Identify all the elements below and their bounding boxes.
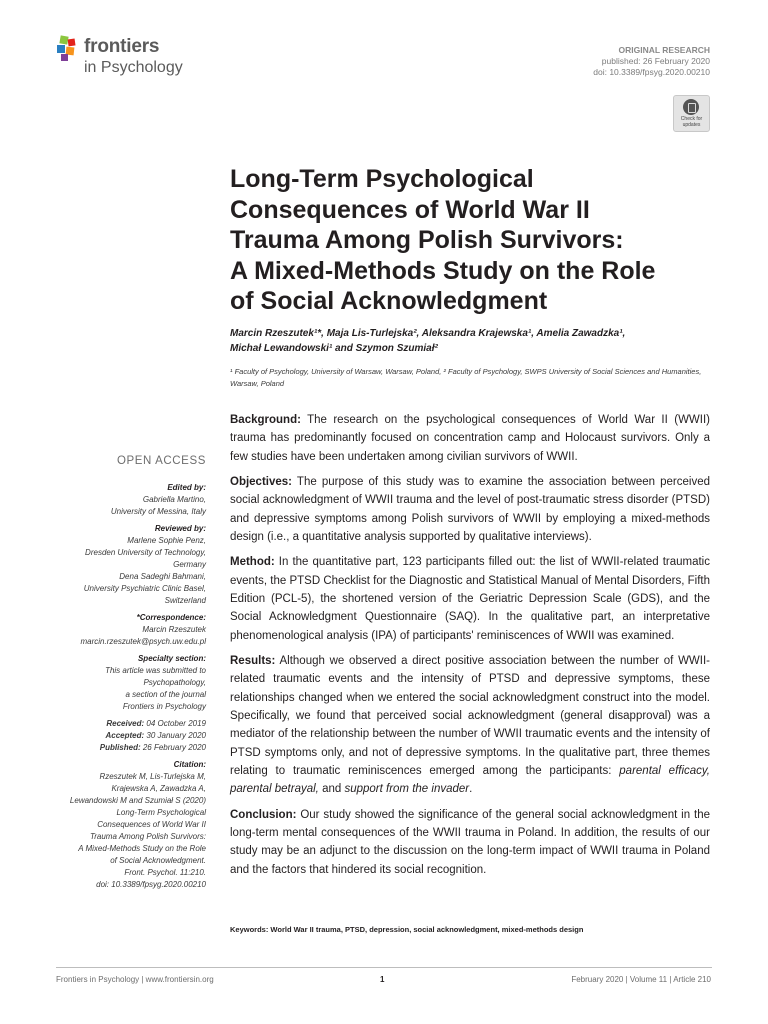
article-meta: [593, 45, 710, 78]
footer-journal[interactable]: Frontiers in Psychology | www.frontiersin.org: [56, 975, 214, 984]
abstract-background: Background: The research on the psychological consequences of World War II (WWII) trauma has predominantly focused on concentration camp and Holocaust survivors. Only a few studies have been undertaken among civilian survivors of WWII.: [230, 414, 710, 463]
abstract-results: Results: Although we observed a direct positive association between the number of WWII-related traumatic events and the intensity of PTSD and depressive symptoms, these relationships changed when we entered the social acknowledgment construct into the model. Specifically, we found that perceived social acknowledgment (general disapproval) was a mediator of the relationship between the number of WWII traumatic events and the intensity of PTSD symptoms only, and not of depressive symptoms. In the qualitative part, three themes relating to traumatic reminiscences emerged among the participants: parental efficacy, parental betrayal, and support from the invader.: [230, 655, 710, 796]
open-access-label: OPEN ACCESS: [116, 455, 206, 467]
specialty-section: Specialty section: This article was submitted to Psychopathology, a section of the journal Frontiers in Psychology: [105, 654, 206, 711]
article-type: ORIGINAL RESEARCH: [618, 45, 710, 55]
footer-issue: February 2020 | Volume 11 | Article 210: [571, 975, 711, 984]
bookmark-icon: [683, 99, 699, 115]
abstract-conclusion: Conclusion: Our study showed the significance of the general social acknowledgment in the long-term mental consequences of the WWII trauma in Poland. In addition, the results of our study may be an adjunct to the discussion on the long-term impact of WWII trauma in Poland and the factors that hindered its social recognition.: [230, 808, 710, 876]
doi[interactable]: doi: 10.3389/fpsyg.2020.00210: [593, 67, 710, 77]
journal-subtitle: in Psychology: [84, 59, 183, 76]
keywords: Keywords: World War II trauma, PTSD, depression, social acknowledgment, mixed-methods design: [230, 925, 584, 934]
dates: Received: 04 October 2019 Accepted: 30 January 2020 Published: 26 February 2020: [99, 719, 206, 752]
correspondence-email[interactable]: marcin.rzeszutek@psych.uw.edu.pl: [80, 637, 206, 646]
page-number: 1: [380, 975, 385, 984]
edited-by: Edited by: Gabriella Martino, University of Messina, Italy: [110, 483, 206, 516]
journal-logo: [56, 34, 256, 84]
abstract-objectives: Objectives: The purpose of this study was to examine the association between perceived social acknowledgment of WWII trauma and the level of post-traumatic stress disorder (PTSD) and depressive symptoms among Polish survivors of WWII by employing a mixed-methods design (i.e., a quantitative analysis supported by qualitative interviews).: [230, 476, 710, 543]
correspondence: *Correspondence: Marcin Rzeszutek marcin.rzeszutek@psych.uw.edu.pl: [56, 612, 206, 648]
abstract: [230, 411, 710, 886]
frontiers-logo-icon: [56, 34, 82, 64]
abstract-method: Method: In the quantitative part, 123 participants filled out: the list of WWII-related traumatic events, the PTSD Checklist for the Diagnostic and Statistical Manual of Mental Disorders, Fifth Edition (PCL-5), the shortened version of the Geriatric Depression Scale (GDS), and the Social Acknowledgment Questionnaire (SAQ). In the qualitative part, an interpretative phenomenological analysis (IPA) of participants' reminiscences of WWII was examined.: [230, 556, 711, 642]
footer-divider: [56, 967, 712, 968]
affiliations: ¹ Faculty of Psychology, University of Warsaw, Warsaw, Poland, ² Faculty of Psychology, SWPS University of Social Sciences and Humanities, Warsaw, Poland: [230, 367, 702, 388]
published-date: published: 26 February 2020: [601, 56, 710, 66]
check-for-updates-button[interactable]: [673, 95, 710, 132]
author-list: Marcin Rzeszutek¹*, Maja Lis-Turlejska², Aleksandra Krajewska¹, Amelia Zawadzka¹, Michał Lewandowski¹ and Szymon Szumiał²: [230, 328, 626, 354]
citation: Citation: Rzeszutek M, Lis-Turlejska M, Krajewska A, Zawadzka A, Lewandowski M and Szumiał S (2020) Long-Term Psychological Consequences of World War II Trauma Among Polish Survivors: A Mixed-Methods Study on the Role of Social Acknowledgment. Front. Psychol. 11:210. doi: 10.3389/fpsyg.2020.00210: [69, 760, 206, 889]
journal-name: frontiers: [84, 36, 160, 57]
reviewed-by: Reviewed by: Marlene Sophie Penz, Dresden University of Technology, Germany Dena Sadeghi Bahmani, University Psychiatric Clinic Basel, Switzerland: [83, 524, 206, 605]
check-for-updates-label: Check for updates: [680, 116, 703, 128]
article-sidebar: [56, 482, 206, 896]
article-title: Long-Term Psychological Consequences of World War II Trauma Among Polish Survivors: A Mixed-Methods Study on the Role of Social Acknowledgment: [230, 165, 656, 315]
